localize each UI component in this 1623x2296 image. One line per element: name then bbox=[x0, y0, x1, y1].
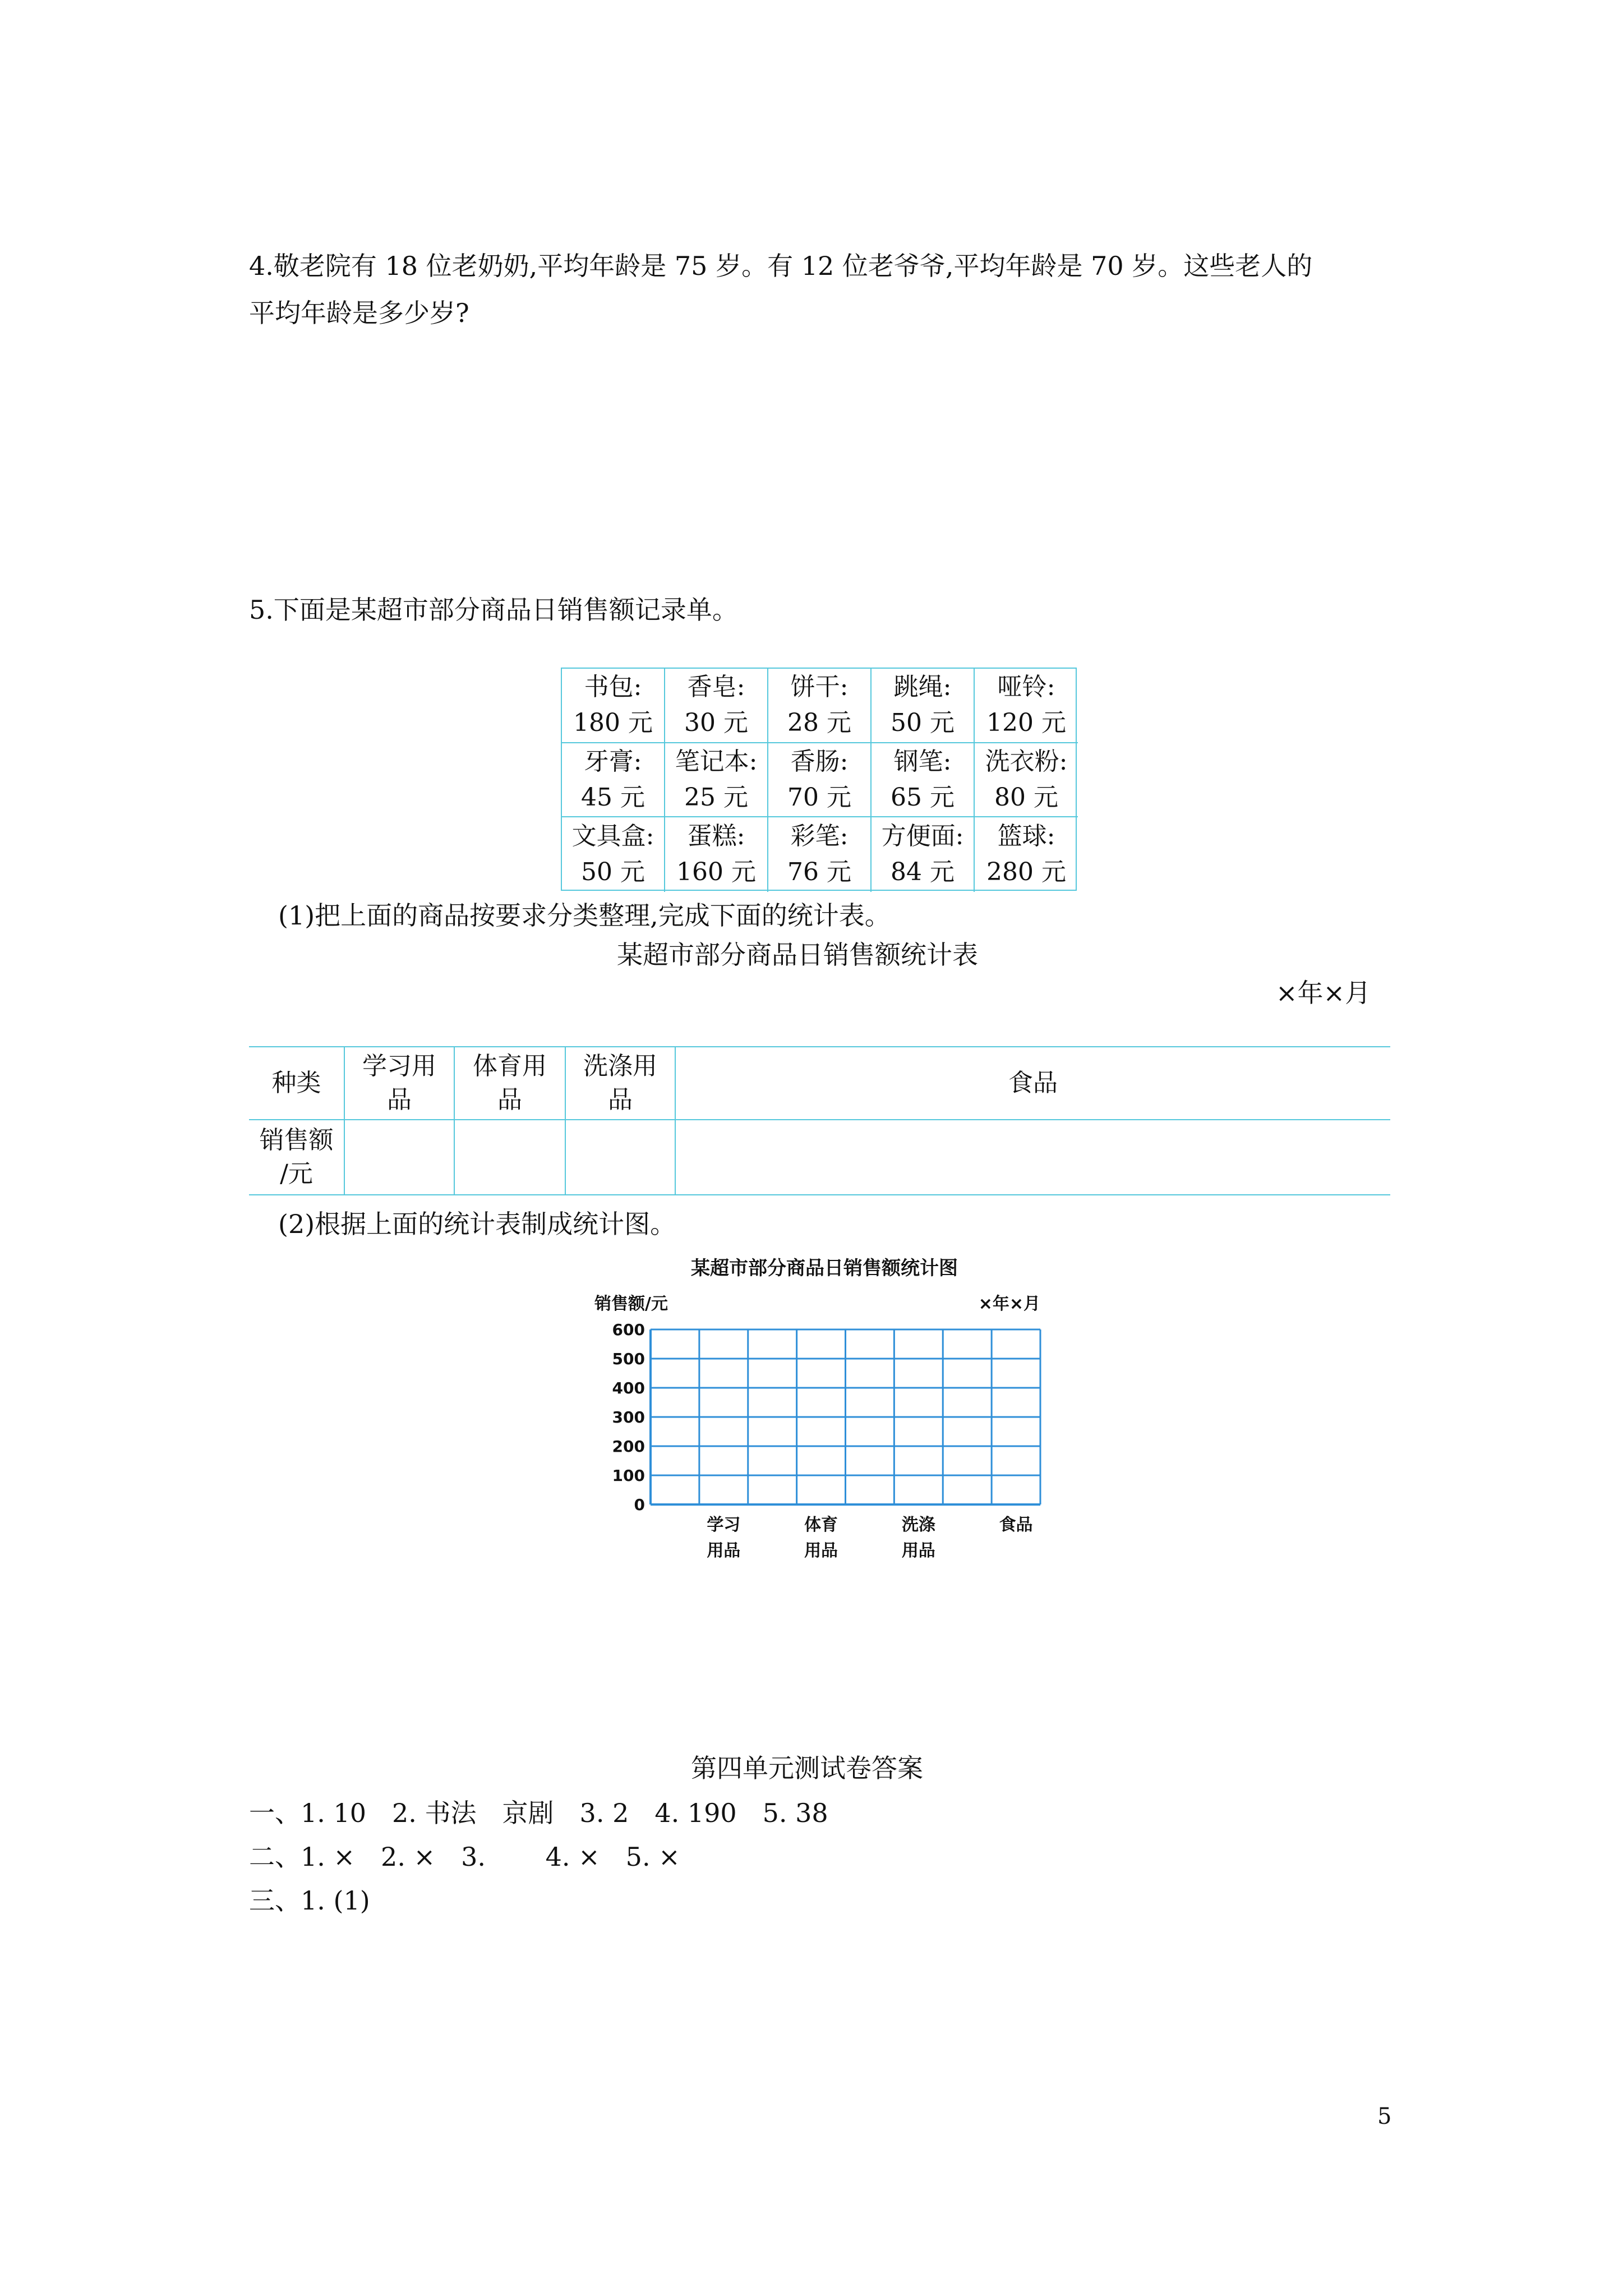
record-cell bbox=[872, 669, 975, 743]
cell-study-sales[interactable] bbox=[344, 1120, 454, 1195]
record-item-price: 70 元 bbox=[787, 783, 851, 812]
record-item-price: 76 元 bbox=[787, 858, 851, 887]
row-label-sales: 销售额 /元 bbox=[249, 1120, 344, 1195]
record-item-price: 280 元 bbox=[986, 858, 1066, 887]
sales-stat-table bbox=[249, 1046, 1390, 1195]
record-cell bbox=[562, 669, 665, 743]
chart-ytick-label: 0 bbox=[634, 1496, 645, 1514]
record-item-price: 80 元 bbox=[994, 783, 1058, 812]
q5-intro: 5.下面是某超市部分商品日销售额记录单。 bbox=[249, 595, 738, 625]
record-cell bbox=[562, 743, 665, 818]
chart-ylabel: 销售额/元 bbox=[594, 1294, 668, 1314]
record-item-price: 28 元 bbox=[787, 708, 851, 738]
chart-title: 某超市部分商品日销售额统计图 bbox=[691, 1257, 958, 1280]
q4-line2: 平均年龄是多少岁? bbox=[249, 298, 469, 328]
stat-table-title: 某超市部分商品日销售额统计表 bbox=[617, 940, 978, 970]
q5-sub1: (1)把上面的商品按要求分类整理,完成下面的统计表。 bbox=[278, 900, 891, 931]
chart-ytick-label: 500 bbox=[612, 1350, 645, 1368]
answers-line2: 二、1. × 2. × 3. 4. × 5. × bbox=[249, 1842, 680, 1872]
record-item-name: 哑铃: bbox=[997, 673, 1055, 702]
chart-category-label: 食品 bbox=[999, 1515, 1033, 1535]
q5-sub2: (2)根据上面的统计表制成统计图。 bbox=[278, 1209, 676, 1239]
answers-line3: 三、1. (1) bbox=[249, 1885, 370, 1916]
chart-date: ×年×月 bbox=[978, 1294, 1040, 1314]
header-washing-supplies: 洗涤用 品 bbox=[565, 1047, 675, 1120]
cell-sports-sales[interactable] bbox=[454, 1120, 565, 1195]
record-item-name: 彩笔: bbox=[790, 822, 849, 851]
sales-bar-chart bbox=[561, 1245, 1066, 1582]
record-item-price: 50 元 bbox=[891, 708, 955, 738]
header-kind: 种类 bbox=[249, 1047, 344, 1120]
record-item-name: 笔记本: bbox=[675, 747, 758, 776]
record-cell bbox=[768, 817, 872, 892]
page-number: 5 bbox=[1377, 2104, 1392, 2129]
record-item-price: 65 元 bbox=[891, 783, 955, 812]
record-cell bbox=[975, 669, 1078, 743]
record-item-name: 蛋糕: bbox=[687, 822, 745, 851]
answers-line1: 一、1. 10 2. 书法 京剧 3. 2 4. 190 5. 38 bbox=[249, 1798, 828, 1828]
record-cell bbox=[975, 817, 1078, 892]
record-item-name: 文具盒: bbox=[571, 822, 654, 851]
cell-washing-sales[interactable] bbox=[565, 1120, 675, 1195]
record-item-price: 50 元 bbox=[581, 858, 645, 887]
record-cell bbox=[975, 743, 1078, 818]
chart-category-label: 体育 bbox=[804, 1515, 838, 1535]
answers-title: 第四单元测试卷答案 bbox=[691, 1753, 923, 1783]
record-item-price: 120 元 bbox=[986, 708, 1066, 738]
record-item-price: 84 元 bbox=[891, 858, 955, 887]
header-food: 食品 bbox=[675, 1047, 1390, 1120]
record-cell bbox=[872, 743, 975, 818]
record-item-name: 牙膏: bbox=[584, 747, 642, 776]
record-item-name: 饼干: bbox=[790, 673, 849, 702]
header-sports-supplies: 体育用 品 bbox=[454, 1047, 565, 1120]
record-item-price: 30 元 bbox=[684, 708, 748, 738]
record-item-name: 洗衣粉: bbox=[985, 747, 1068, 776]
chart-ytick-label: 200 bbox=[612, 1437, 645, 1456]
record-cell bbox=[768, 669, 872, 743]
sales-record-sheet bbox=[561, 668, 1077, 891]
chart-category-label: 洗涤 bbox=[901, 1515, 935, 1535]
record-item-name: 跳绳: bbox=[893, 673, 952, 702]
record-cell bbox=[665, 817, 768, 892]
record-item-name: 篮球: bbox=[997, 822, 1055, 851]
record-item-price: 45 元 bbox=[581, 783, 645, 812]
chart-category-label: 用品 bbox=[901, 1541, 935, 1561]
chart-ytick-label: 400 bbox=[612, 1379, 645, 1397]
chart-category-label: 学习 bbox=[707, 1515, 741, 1535]
record-cell bbox=[768, 743, 872, 818]
chart-ytick-label: 600 bbox=[612, 1320, 645, 1339]
chart-category-label: 用品 bbox=[707, 1541, 741, 1561]
record-cell bbox=[665, 743, 768, 818]
record-item-name: 方便面: bbox=[881, 822, 964, 851]
q4-line1: 4.敬老院有 18 位老奶奶,平均年龄是 75 岁。有 12 位老爷爷,平均年龄是 70 岁。这些老人的 bbox=[249, 251, 1313, 281]
record-cell bbox=[872, 817, 975, 892]
record-item-name: 钢笔: bbox=[893, 747, 952, 776]
cell-food-sales[interactable] bbox=[675, 1120, 1390, 1195]
header-study-supplies: 学习用 品 bbox=[344, 1047, 454, 1120]
record-item-price: 160 元 bbox=[676, 858, 756, 887]
record-cell bbox=[562, 817, 665, 892]
chart-category-label: 用品 bbox=[804, 1541, 838, 1561]
record-cell bbox=[665, 669, 768, 743]
record-item-price: 180 元 bbox=[573, 708, 653, 738]
stat-table-date: ×年×月 bbox=[1276, 978, 1371, 1008]
record-item-price: 25 元 bbox=[684, 783, 748, 812]
record-item-name: 书包: bbox=[584, 673, 642, 702]
chart-ytick-label: 100 bbox=[612, 1466, 645, 1485]
record-item-name: 香肠: bbox=[790, 747, 849, 776]
record-item-name: 香皂: bbox=[687, 673, 745, 702]
chart-ytick-label: 300 bbox=[612, 1408, 645, 1427]
